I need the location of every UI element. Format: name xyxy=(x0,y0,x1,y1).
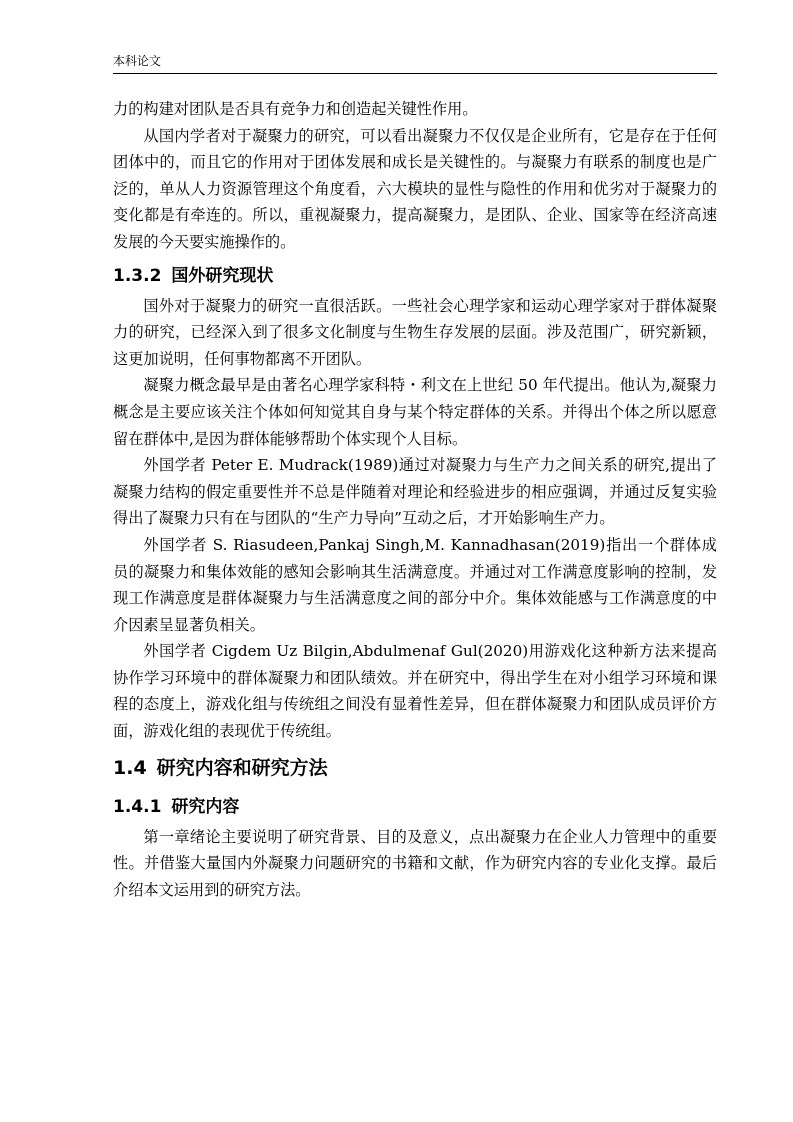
paragraph-continued: 力的构建对团队是否具有竞争力和创造起关键性作用。 xyxy=(113,100,478,118)
paragraph-mudrack: 外国学者 Peter E. Mudrack(1989)通过对凝聚力与生产力之间关系的研究,提出了凝聚力结构的假定重要性并不总是伴随着对理论和经验进步的相应强调，并通过反复实验得出了凝聚力只有在与团队的“生产力导向”互动之后，才开始影响生产力。 xyxy=(113,456,717,528)
heading-1-4-1 xyxy=(113,787,717,824)
paragraph-riasudeen: 外国学者 S. Riasudeen,Pankaj Singh,M. Kannadhasan(2019)指出一个群体成员的凝聚力和集体效能的感知会影响其生活满意度。并通过对工作满意度影响的控制，发现工作满意度是群体凝聚力与生活满意度之间的部分中介。集体效能感与工作满意度的中介因素呈显著负相关。 xyxy=(113,535,717,634)
heading-number: 1.3.2 xyxy=(113,265,162,286)
page-content xyxy=(113,96,717,903)
heading-title: 研究内容和研究方法 xyxy=(156,756,328,779)
page-header xyxy=(113,53,717,75)
heading-title: 国外研究现状 xyxy=(171,265,274,286)
paragraph-bilgin: 外国学者 Cigdem Uz Bilgin,Abdulmenaf Gul(2020)用游戏化这种新方法来提高协作学习环境中的群体凝聚力和团队绩效。并在研究中，得出学生在对小组学习环境和课程的态度上，游戏化组与传统组之间没有显着性差异，但在群体凝聚力和团队成员评价方面，游戏化组的表现优于传统组。 xyxy=(113,642,717,741)
heading-number: 1.4 xyxy=(113,756,147,779)
paragraph-domestic-summary: 从国内学者对于凝聚力的研究，可以看出凝聚力不仅仅是企业所有，它是存在于任何团体中的，而且它的作用对于团体发展和成长是关键性的。与凝聚力有联系的制度也是广泛的，单从人力资源管理这个角度看，六大模块的显性与隐性的作用和优劣对于凝聚力的变化都是有牵连的。所以，重视凝聚力，提高凝聚力，是团队、企业、国家等在经济高速发展的今天要实施操作的。 xyxy=(113,126,717,251)
paragraph-lewin: 凝聚力概念最早是由著名心理学家科特・利文在上世纪 50 年代提出。他认为,凝聚力概念是主要应该关注个体如何知觉其自身与某个特定群体的关系。并得出个体之所以愿意留在群体中,是因为群体能够帮助个体实现个人目标。 xyxy=(113,376,717,448)
heading-number: 1.4.1 xyxy=(113,796,162,817)
heading-1-3-2 xyxy=(113,256,717,293)
heading-title: 研究内容 xyxy=(171,796,240,817)
header-label: 本科论文 xyxy=(113,54,162,68)
paragraph-chapter-one: 第一章绪论主要说明了研究背景、目的及意义，点出凝聚力在企业人力管理中的重要性。并借鉴大量国内外凝聚力问题研究的书籍和文献，作为研究内容的专业化支撑。最后介绍本文运用到的研究方法。 xyxy=(113,827,717,899)
header-rule xyxy=(113,73,717,74)
heading-1-4 xyxy=(113,745,717,787)
paragraph-foreign-overview: 国外对于凝聚力的研究一直很活跃。一些社会心理学家和运动心理学家对于群体凝聚力的研究，已经深入到了很多文化制度与生物生存发展的层面。涉及范围广，研究新颖，这更加说明，任何事物都离不开团队。 xyxy=(113,296,717,368)
